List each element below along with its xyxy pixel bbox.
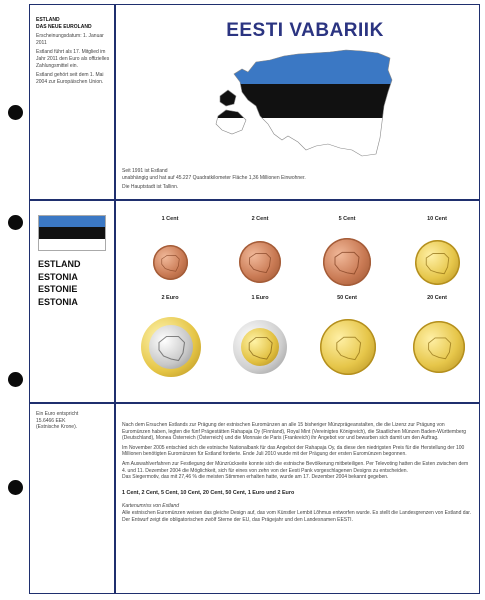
coin-label-20-cent: 20 Cent bbox=[427, 295, 447, 301]
coin-2-cent bbox=[239, 241, 281, 283]
binder-hole bbox=[8, 105, 23, 120]
coin-10-cent bbox=[415, 240, 460, 285]
body-paragraph-1: Nach dem Ersuchen Estlands zur Prägung der estnischen Euromünzen an alle 15 bisheriger Münzprägeanstalten, die die Lizenz zur Prägung von Euromünzen haben, legten die fünf Prägestätten Rahapaja Oy (Finnland), Royal Mint (Vereinigtes Königreich), die Staatlichen Münzen Baden-Württemberg (Deutschland), Monea Österreich (Österreich) und die Monnaie de Paris (Frankreich) ihr Angebot vor und bewarben sich damit um den Auftrag. bbox=[122, 422, 467, 442]
release-date: Erscheinungsdatum: 1. Januar 2011 bbox=[36, 33, 104, 46]
capital-line: Die Hauptstadt ist Tallinn. bbox=[122, 184, 179, 191]
section-divider bbox=[29, 402, 480, 404]
coin-2-euro bbox=[141, 317, 201, 377]
country-name-it: ESTONIA bbox=[38, 296, 78, 307]
coin-1-cent bbox=[153, 245, 188, 280]
body-paragraph-4: Das Siegermotiv, das mit 27,46 % die meisten Stimmen erhalten hatte, wurde am 17. Dezember 2004 bekannt gegeben. bbox=[122, 474, 389, 481]
coin-label-10-cent: 10 Cent bbox=[427, 216, 447, 222]
exchange-line3: (Estnische Krone). bbox=[36, 424, 78, 431]
country-name-en: ESTONIA bbox=[38, 271, 78, 282]
coin-label-2-euro: 2 Euro bbox=[161, 295, 179, 301]
coin-1-euro bbox=[233, 320, 287, 374]
eu-paragraph: Estland gehört seit dem 1. Mai 2004 zur Europäischen Union. bbox=[36, 72, 104, 85]
exchange-rate bbox=[36, 411, 110, 431]
coin-50-cent bbox=[320, 319, 376, 375]
country-name-fr: ESTONIE bbox=[38, 284, 78, 294]
intro-paragraph: Estland führt als 17. Mitglied im Jahr 2011 den Euro als offizielles Zahlungsmittel ein. bbox=[36, 49, 110, 69]
estonia-map bbox=[212, 44, 412, 162]
coin-label-50-cent: 50 Cent bbox=[337, 295, 357, 301]
column-divider bbox=[114, 4, 116, 594]
coin-label-5-cent: 5 Cent bbox=[338, 216, 356, 222]
heading-estland: ESTLAND bbox=[36, 17, 60, 23]
page-title: EESTI VABARIIK bbox=[226, 20, 384, 41]
country-names bbox=[38, 258, 81, 308]
binder-hole bbox=[8, 372, 23, 387]
coin-5-cent bbox=[323, 238, 371, 286]
estonian-flag bbox=[38, 215, 106, 251]
binder-hole bbox=[8, 215, 23, 230]
section-divider bbox=[29, 199, 480, 201]
country-info bbox=[122, 168, 452, 191]
body-paragraph-3: Am Auswahlverfahren zur Festlegung der Münzrückseite konnte sich die estnische Bevölkerung mitbeteiligen. Per Televoting hatten die Esten zwischen dem 4. und 11. Dezember 2004 die Möglichkeit, sich für eines von zehn von der Eesti Pank vorgeschlagenen Designs zu entscheiden. bbox=[122, 460, 469, 474]
country-name-de: ESTLAND bbox=[38, 259, 81, 269]
country-info-line1: Seit 1991 ist Estland bbox=[122, 168, 168, 174]
coin-label-1-euro: 1 Euro bbox=[251, 295, 269, 301]
coin-label-1-cent: 1 Cent bbox=[161, 216, 179, 222]
intro-text bbox=[36, 17, 110, 88]
exchange-line1: Ein Euro entspricht bbox=[36, 411, 79, 417]
body-text bbox=[122, 422, 472, 523]
binder-hole bbox=[8, 480, 23, 495]
denominations-list: 1 Cent, 2 Cent, 5 Cent, 10 Cent, 20 Cent, 50 Cent, 1 Euro und 2 Euro bbox=[122, 489, 295, 496]
country-info-line2: unabhängig und hat auf 45.227 Quadratkilometer Fläche 1,36 Millionen Einwohner. bbox=[122, 174, 306, 181]
body-paragraph-2: Im November 2005 entschied sich die estnische Nationalbank für das Angebot der Rahapaja Oy, da diese den niedrigsten Preis für die Herstellung der 100 Millionen benötigten Euromünzen für Estland forderte. Ende Juli 2010 wurde mit der Prägung der ersten Euromünzen begonnen. bbox=[122, 444, 465, 458]
coin-20-cent bbox=[413, 321, 465, 373]
exchange-line2: 15.6466 EEK bbox=[36, 417, 66, 424]
heading-neues-euroland: DAS NEUE EUROLAND bbox=[36, 23, 92, 30]
body-paragraph-5: Alle estnischen Euromünzen weisen das gleiche Design auf, das vom Künstler Lembit Lõhmus entworfen wurde. Es stellt die Landesgrenzen von Estland dar. Der Entwurf zeigt die obligatorischen zwölf Sterne der EU, das Prägejahr und den Landesnamen EESTI. bbox=[122, 509, 472, 523]
coin-label-2-cent: 2 Cent bbox=[251, 216, 269, 222]
map-caption: Kartenumriss von Estland bbox=[122, 503, 179, 510]
